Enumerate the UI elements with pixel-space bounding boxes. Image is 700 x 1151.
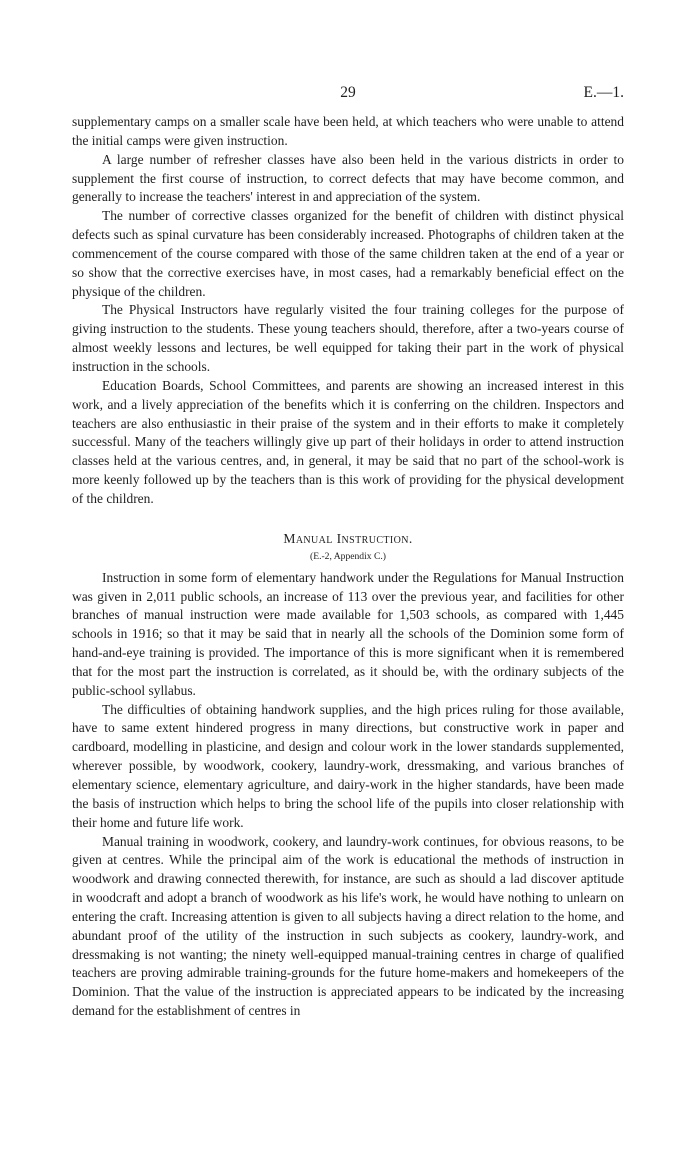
paragraph-continued: supplementary camps on a smaller scale have been held, at which teachers who were unable to attend the initial camps were given instruction. xyxy=(72,114,624,148)
page-header xyxy=(72,83,624,103)
section-reference: (E.-2, Appendix C.) xyxy=(310,550,386,562)
paragraph-corrective-classes: The number of corrective classes organized for the benefit of children with distinct physical defects such as spinal curvature has been considerably increased. Photographs of children taken at the commencement of the course compared with those of the same children taken at the end of a year or so show that the corrective exercises have, in most cases, had a remarkably beneficial effect on the physique of the children. xyxy=(72,208,624,299)
paragraph-handwork-supplies: The difficulties of obtaining handwork supplies, and the high prices ruling for those available, have to same extent hindered progress in many directions, but constructive work in paper and cardboard, modelling in plasticine, and design and colour work in the lower standards supplemented, wherever possible, by woodwork, cookery, laundry-work, dressmaking, and various branches of elementary science, elementary agriculture, and dairy-work in the higher standards, have been made the basis of instruction which helps to bring the school life of the pupils into closer relationship with their home and future life work. xyxy=(72,701,624,830)
document-code: E.—1. xyxy=(583,84,624,101)
paragraph-training-colleges: The Physical Instructors have regularly visited the four training colleges for the purpose of giving instruction to the students. These young teachers should, therefore, after a two-years course of almost weekly lessons and lectures, be well equipped for taking their part in the work of physical instruction in the schools. xyxy=(72,302,624,374)
section-heading: Manual Instruction. xyxy=(283,530,413,546)
page-number: 29 xyxy=(340,84,356,101)
body-text xyxy=(72,113,624,1021)
paragraph-education-boards: Education Boards, School Committees, and parents are showing an increased interest in this work, and a lively appreciation of the benefits which it is conferring on the children. Inspectors and teachers are also enthusiastic in their praise of the system and in their efforts to make it completely successful. Many of the teachers willingly give up part of their holidays in order to attend instruction classes held at the various centres, and, in general, it may be said that no part of the school-work is more keenly followed up by the teachers than is this work of providing for the physical development of the children. xyxy=(72,377,624,506)
paragraph-manual-training: Manual training in woodwork, cookery, and laundry-work continues, for obvious reasons, to be given at centres. While the principal aim of the work is educational the methods of instruction in woodwork and drawing connected therewith, for instance, are such as should a lad discover aptitude in woodcraft and adopt a branch of woodwork as his life's work, he would have nothing to unlearn on entering the craft. Increasing attention is given to all subjects having a direct relation to the home, and abundant proof of the utility of the instruction in such subjects as cookery, laundry-work, and dressmaking is not wanting; the ninety well-equipped manual-training centres in charge of qualified teachers are proving admirable training-grounds for the future home-makers and homekeepers of the Dominion. That the value of the instruction is appreciated appears to be indicated by the increasing demand for the establishment of centres in xyxy=(72,833,624,1019)
paragraph-refresher-classes: A large number of refresher classes have also been held in the various districts in order to supplement the first course of instruction, to correct defects that may have become common, and generally to increase the teachers' interest in and appreciation of the system. xyxy=(72,151,624,205)
paragraph-manual-instruction: Instruction in some form of elementary handwork under the Regulations for Manual Instruction was given in 2,011 public schools, an increase of 113 over the previous year, and facilities for other branches of manual instruction were made available for 1,503 schools, as compared with 1,445 schools in 1916; so that it may be said that in nearly all the schools of the Dominion some form of hand-and-eye training is provided. The importance of this is more significant when it is remembered that for the most part the instruction is correlated, as it should be, with the ordinary subjects of the public-school syllabus. xyxy=(72,569,624,698)
